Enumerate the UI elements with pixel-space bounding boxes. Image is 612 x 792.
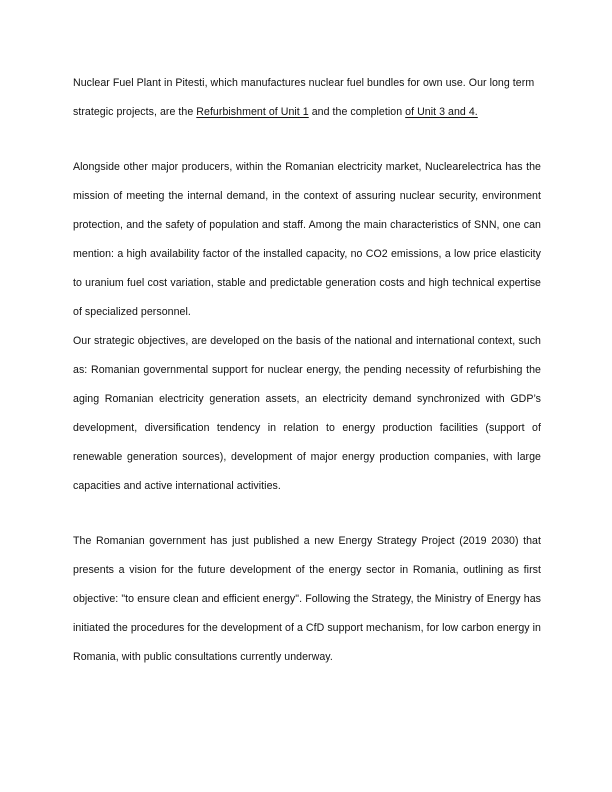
paragraph-energy-strategy: The Romanian government has just published a new Energy Strategy Project (2019 2030) that presents a vision for the future development of the energy sector in Romania, outlining as first objective: "to ensure clean and efficient energy". Following the Strategy, the Ministry of Energy has initiated the procedures for the development of a CfD support mechanism, for low carbon energy in Romania, with public consultations currently underway.	[73, 535, 541, 663]
paragraph-spacer	[73, 127, 541, 153]
paragraph-text: and the completion	[308, 106, 406, 118]
paragraph-strategic-objectives: Our strategic objectives, are developed on the basis of the national and international context, such as: Romanian governmental support for nuclear energy, the pending necessity of refurbishing the aging Romanian electricity generation assets, an electricity demand synchronized with GDP’s development, diversification tendency in relation to energy production facilities (support of renewable generation sources), development of major energy production companies, with large capacities and active international activities.	[73, 335, 541, 492]
refurbishment-unit-1-underlined: Refurbishment of Unit 1	[196, 106, 309, 118]
document-page	[73, 69, 541, 672]
paragraph-text: Nuclear Fuel Plant in Pitesti, which manufactures nuclear fuel bundles for own use. Our long term strategic projects, are the	[73, 77, 535, 118]
paragraph-nuclearelectrica-mission: Alongside other major producers, within the Romanian electricity market, Nuclearelectrica has the mission of meeting the internal demand, in the context of assuring nuclear security, environment protection, and the safety of population and staff. Among the main characteristics of SNN, one can mention: a high availability factor of the installed capacity, no CO2 emissions, a low price elasticity to uranium fuel cost variation, stable and predictable generation costs and high technical expertise of specialized personnel.	[73, 161, 541, 318]
unit-3-4-underlined: of Unit 3 and 4.	[405, 106, 478, 118]
paragraph-strategic-projects	[73, 69, 541, 127]
paragraph-spacer	[73, 501, 541, 527]
